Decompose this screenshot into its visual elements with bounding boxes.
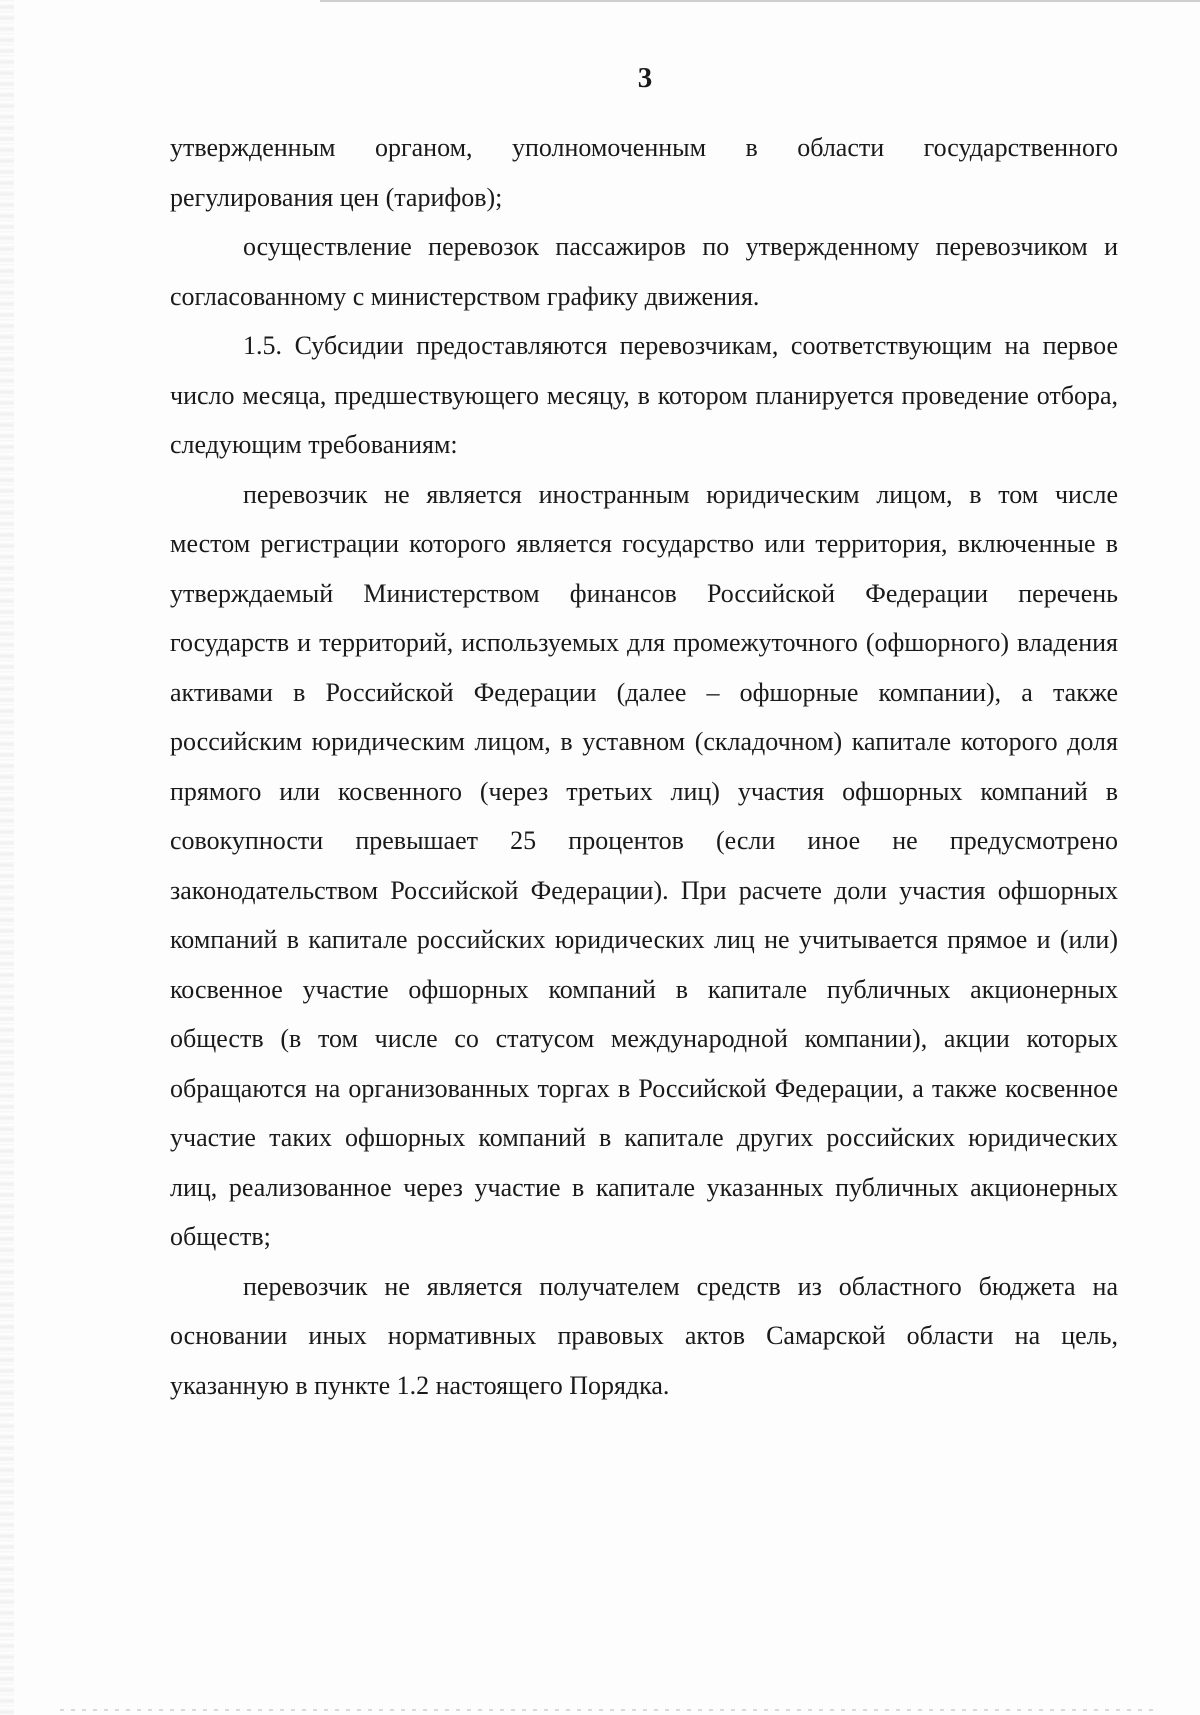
- scan-edge-left: [0, 0, 14, 1715]
- scan-edge-top: [320, 0, 1200, 2]
- paragraph-1: утвержденным органом, уполномоченным в области государственного регулирования цен (тарифов);: [170, 133, 1118, 212]
- paragraph-4: перевозчик не является иностранным юридическим лицом, в том числе местом регистрации которого является государство или территория, включенные в утверждаемый Министерством финансов Российской Федерации перечень государств и территорий, используемых для промежуточного (офшорного) владения активами в Российской Федерации (далее – офшорные компании), а также российским юридическим лицом, в уставном (складочном) капитале которого доля прямого или косвенного (через третьих лиц) участия офшорных компаний в совокупности превышает 25 процентов (если иное не предусмотрено законодательством Российской Федерации). При расчете доли участия офшорных компаний в капитале российских юридических лиц не учитывается прямое и (или) косвенное участие офшорных компаний в капитале публичных акционерных обществ (в том числе со статусом международной компании), акции которых обращаются на организованных торгах в Российской Федерации, а также косвенное участие таких офшорных компаний в капитале других российских юридических лиц, реализованное через участие в капитале указанных публичных акционерных обществ;: [170, 479, 1118, 1251]
- document-body: [170, 123, 1118, 1410]
- paragraph-5: перевозчик не является получателем средств из областного бюджета на основании иных нормативных правовых актов Самарской области на цель, указанную в пункте 1.2 настоящего Порядка.: [170, 1271, 1118, 1400]
- paragraph-2: осуществление перевозок пассажиров по утвержденному перевозчиком и согласованному с министерством графику движения.: [170, 232, 1118, 311]
- page-number: 3: [637, 62, 653, 94]
- scan-edge-bottom: [60, 1709, 1160, 1711]
- paragraph-3: 1.5. Субсидии предоставляются перевозчикам, соответствующим на первое число месяца, предшествующего месяцу, в котором планируется проведение отбора, следующим требованиям:: [170, 331, 1118, 459]
